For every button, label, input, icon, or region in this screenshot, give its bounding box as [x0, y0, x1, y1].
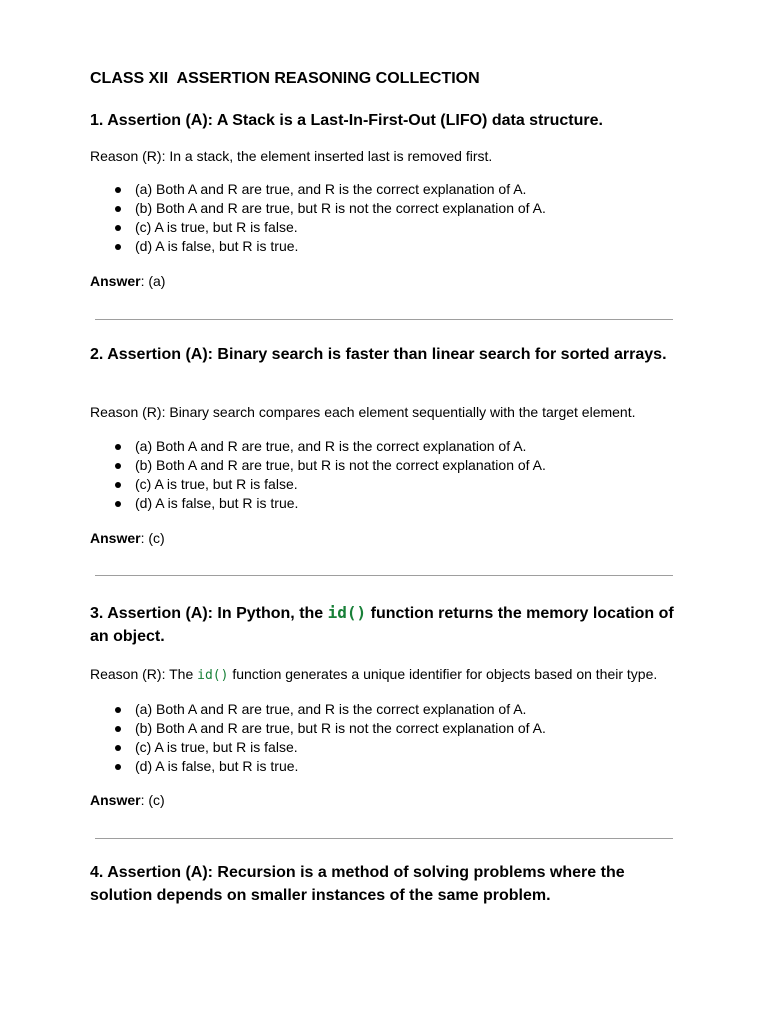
bullet-icon	[115, 244, 121, 250]
question-3-options	[90, 700, 546, 776]
question-3-answer	[90, 791, 165, 809]
bullet-icon	[115, 463, 121, 469]
answer-label: Answer	[90, 530, 141, 546]
bullet-icon	[115, 482, 121, 488]
option-b: (b) Both A and R are true, but R is not the correct explanation of A.	[90, 719, 546, 738]
question-1-options	[90, 180, 546, 256]
bullet-icon	[115, 764, 121, 770]
inline-code: id()	[327, 603, 367, 622]
bullet-icon	[115, 187, 121, 193]
question-1-assertion: 1. Assertion (A): A Stack is a Last-In-First-Out (LIFO) data structure.	[90, 112, 603, 129]
section-divider	[95, 575, 673, 576]
bullet-icon	[115, 444, 121, 450]
option-c: (c) A is true, but R is false.	[90, 218, 546, 237]
option-d: (d) A is false, but R is true.	[90, 494, 546, 513]
inline-code: id()	[197, 668, 229, 683]
bullet-icon	[115, 501, 121, 507]
section-divider	[95, 319, 673, 320]
document-title: CLASS XII ASSERTION REASONING COLLECTION	[90, 70, 480, 87]
question-4-assertion: 4. Assertion (A): Recursion is a method of solving problems where the solution depends on smaller instances of the same problem.	[90, 864, 625, 904]
question-2-answer	[90, 529, 165, 547]
section-divider	[95, 838, 673, 839]
bullet-icon	[115, 225, 121, 231]
question-2-assertion: 2. Assertion (A): Binary search is faster than linear search for sorted arrays.	[90, 346, 667, 363]
bullet-icon	[115, 745, 121, 751]
question-3-reason: Reason (R): The id() function generates a unique identifier for objects based on their type.	[90, 666, 658, 683]
answer-value: : (c)	[140, 792, 165, 808]
option-b: (b) Both A and R are true, but R is not the correct explanation of A.	[90, 456, 546, 475]
option-c: (c) A is true, but R is false.	[90, 738, 546, 757]
bullet-icon	[115, 726, 121, 732]
question-2-options	[90, 437, 546, 513]
answer-value: : (c)	[140, 530, 165, 546]
option-a: (a) Both A and R are true, and R is the correct explanation of A.	[90, 700, 546, 719]
option-a: (a) Both A and R are true, and R is the correct explanation of A.	[90, 180, 546, 199]
question-2-reason: Reason (R): Binary search compares each element sequentially with the target element.	[90, 404, 636, 420]
answer-label: Answer	[90, 273, 141, 289]
option-a: (a) Both A and R are true, and R is the correct explanation of A.	[90, 437, 546, 456]
bullet-icon	[115, 707, 121, 713]
question-1-answer	[90, 272, 165, 290]
option-d: (d) A is false, but R is true.	[90, 237, 546, 256]
option-c: (c) A is true, but R is false.	[90, 475, 546, 494]
option-b: (b) Both A and R are true, but R is not the correct explanation of A.	[90, 199, 546, 218]
question-3-assertion: 3. Assertion (A): In Python, the id() function returns the memory location of an object.	[90, 603, 674, 645]
option-d: (d) A is false, but R is true.	[90, 757, 546, 776]
question-1-reason: Reason (R): In a stack, the element inserted last is removed first.	[90, 148, 493, 164]
answer-value: : (a)	[140, 273, 166, 289]
bullet-icon	[115, 206, 121, 212]
answer-label: Answer	[90, 792, 141, 808]
